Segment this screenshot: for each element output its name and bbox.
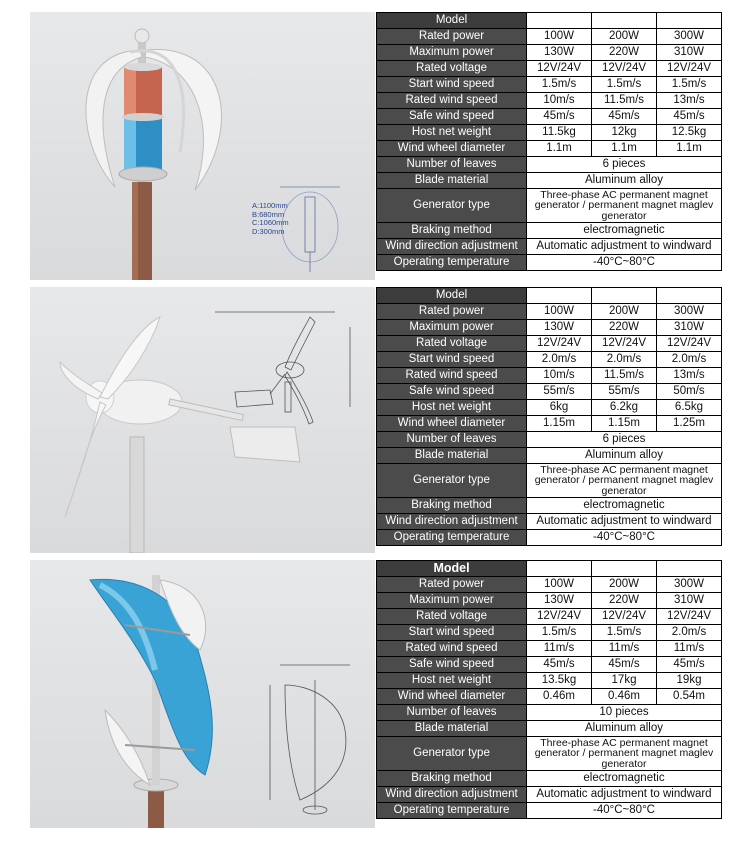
label-rated-power: Rated power	[377, 304, 527, 320]
rated-wind-value: 11m/s	[657, 641, 722, 657]
row-start-wind	[377, 625, 722, 641]
row-braking	[377, 498, 722, 514]
weight-value: 12kg	[592, 125, 657, 141]
weight-value: 6kg	[527, 400, 592, 416]
safe-wind-value: 45m/s	[657, 109, 722, 125]
row-direction	[377, 239, 722, 255]
row-braking	[377, 771, 722, 787]
generator-value: Three-phase AC permanent magnet generator / permanent magnet maglev generator	[527, 464, 722, 498]
safe-wind-value: 55m/s	[592, 384, 657, 400]
braking-value: electromagnetic	[527, 223, 722, 239]
product-image-maglev-turbine	[30, 12, 375, 280]
voltage-value: 12V/24V	[527, 61, 592, 77]
row-leaves	[377, 157, 722, 173]
safe-wind-value: 45m/s	[592, 109, 657, 125]
max-power-value: 310W	[657, 45, 722, 61]
label-safe-wind: Safe wind speed	[377, 657, 527, 673]
rated-power-value: 200W	[592, 304, 657, 320]
rated-wind-value: 11.5m/s	[592, 368, 657, 384]
row-rated-wind	[377, 93, 722, 109]
label-braking: Braking method	[377, 771, 527, 787]
label-rated-wind: Rated wind speed	[377, 641, 527, 657]
start-wind-value: 2.0m/s	[527, 352, 592, 368]
leaves-value: 6 pieces	[527, 157, 722, 173]
generator-value: Three-phase AC permanent magnet generator / permanent magnet maglev generator	[527, 737, 722, 771]
product-panel-1	[30, 12, 720, 280]
row-max-power	[377, 320, 722, 336]
max-power-value: 130W	[527, 320, 592, 336]
safe-wind-value: 55m/s	[527, 384, 592, 400]
max-power-value: 310W	[657, 593, 722, 609]
voltage-value: 12V/24V	[527, 336, 592, 352]
safe-wind-value: 45m/s	[657, 657, 722, 673]
temperature-value: -40°C~80°C	[527, 255, 722, 271]
rated-power-value: 300W	[657, 29, 722, 45]
row-start-wind	[377, 352, 722, 368]
diameter-value: 1.1m	[657, 141, 722, 157]
safe-wind-value: 45m/s	[527, 109, 592, 125]
blade-value: Aluminum alloy	[527, 173, 722, 189]
rated-power-value: 300W	[657, 304, 722, 320]
rated-wind-value: 11m/s	[527, 641, 592, 657]
label-weight: Host net weight	[377, 125, 527, 141]
dim-b: B:680mm	[252, 209, 285, 219]
row-rated-voltage	[377, 61, 722, 77]
row-max-power	[377, 593, 722, 609]
diameter-value: 0.46m	[592, 689, 657, 705]
row-generator	[377, 737, 722, 771]
dim-a: A:1100mm	[252, 201, 288, 210]
max-power-value: 130W	[527, 45, 592, 61]
start-wind-value: 2.0m/s	[657, 352, 722, 368]
row-direction	[377, 787, 722, 803]
start-wind-value: 1.5m/s	[657, 77, 722, 93]
weight-value: 11.5kg	[527, 125, 592, 141]
diameter-value: 1.15m	[592, 416, 657, 432]
rated-wind-value: 11m/s	[592, 641, 657, 657]
label-temperature: Operating temperature	[377, 255, 527, 271]
row-safe-wind	[377, 109, 722, 125]
generator-value: Three-phase AC permanent magnet generator / permanent magnet maglev generator	[527, 189, 722, 223]
row-diameter	[377, 689, 722, 705]
direction-value: Automatic adjustment to windward	[527, 787, 722, 803]
label-rated-wind: Rated wind speed	[377, 368, 527, 384]
row-diameter	[377, 141, 722, 157]
row-rated-wind	[377, 368, 722, 384]
label-diameter: Wind wheel diameter	[377, 141, 527, 157]
rated-power-value: 100W	[527, 577, 592, 593]
label-rated-power: Rated power	[377, 29, 527, 45]
label-blade: Blade material	[377, 448, 527, 464]
weight-value: 6.5kg	[657, 400, 722, 416]
dimension-drawing	[270, 665, 350, 814]
start-wind-value: 1.5m/s	[527, 77, 592, 93]
row-weight	[377, 125, 722, 141]
maglev-turbine-illustration	[30, 12, 375, 280]
diameter-value: 0.54m	[657, 689, 722, 705]
row-rated-voltage	[377, 336, 722, 352]
temperature-value: -40°C~80°C	[527, 530, 722, 546]
row-generator	[377, 189, 722, 223]
label-temperature: Operating temperature	[377, 803, 527, 819]
rated-power-value: 100W	[527, 29, 592, 45]
label-generator: Generator type	[377, 464, 527, 498]
label-weight: Host net weight	[377, 400, 527, 416]
rated-wind-value: 10m/s	[527, 93, 592, 109]
rated-power-value: 200W	[592, 577, 657, 593]
product-panel-2	[30, 287, 720, 553]
label-model: Model	[377, 13, 527, 29]
row-start-wind	[377, 77, 722, 93]
blade-value: Aluminum alloy	[527, 721, 722, 737]
label-model: Model	[377, 561, 527, 577]
label-start-wind: Start wind speed	[377, 625, 527, 641]
label-blade: Blade material	[377, 173, 527, 189]
row-model	[377, 288, 722, 304]
start-wind-value: 1.5m/s	[592, 625, 657, 641]
voltage-value: 12V/24V	[592, 61, 657, 77]
voltage-value: 12V/24V	[527, 609, 592, 625]
label-max-power: Maximum power	[377, 320, 527, 336]
diameter-value: 0.46m	[527, 689, 592, 705]
row-diameter	[377, 416, 722, 432]
label-leaves: Number of leaves	[377, 157, 527, 173]
max-power-value: 220W	[592, 593, 657, 609]
weight-value: 12.5kg	[657, 125, 722, 141]
label-direction: Wind direction adjustment	[377, 239, 527, 255]
braking-value: electromagnetic	[527, 771, 722, 787]
weight-value: 13.5kg	[527, 673, 592, 689]
label-rated-voltage: Rated voltage	[377, 61, 527, 77]
dim-d: D:300mm	[252, 226, 285, 236]
row-leaves	[377, 432, 722, 448]
weight-value: 17kg	[592, 673, 657, 689]
label-weight: Host net weight	[377, 673, 527, 689]
label-safe-wind: Safe wind speed	[377, 384, 527, 400]
max-power-value: 220W	[592, 45, 657, 61]
label-blade: Blade material	[377, 721, 527, 737]
diameter-value: 1.15m	[527, 416, 592, 432]
start-wind-value: 1.5m/s	[527, 625, 592, 641]
label-model: Model	[377, 288, 527, 304]
row-generator	[377, 464, 722, 498]
row-safe-wind	[377, 657, 722, 673]
row-rated-wind	[377, 641, 722, 657]
safe-wind-value: 50m/s	[657, 384, 722, 400]
leaves-value: 10 pieces	[527, 705, 722, 721]
row-blade	[377, 448, 722, 464]
voltage-value: 12V/24V	[592, 336, 657, 352]
rated-power-value: 100W	[527, 304, 592, 320]
row-rated-voltage	[377, 609, 722, 625]
spec-table-1	[376, 12, 722, 271]
label-braking: Braking method	[377, 223, 527, 239]
row-weight	[377, 673, 722, 689]
rated-power-value: 200W	[592, 29, 657, 45]
weight-value: 19kg	[657, 673, 722, 689]
direction-value: Automatic adjustment to windward	[527, 239, 722, 255]
row-blade	[377, 721, 722, 737]
label-direction: Wind direction adjustment	[377, 514, 527, 530]
label-leaves: Number of leaves	[377, 705, 527, 721]
blade-value: Aluminum alloy	[527, 448, 722, 464]
row-model	[377, 13, 722, 29]
start-wind-value: 2.0m/s	[592, 352, 657, 368]
voltage-value: 12V/24V	[657, 61, 722, 77]
max-power-value: 220W	[592, 320, 657, 336]
diameter-value: 1.25m	[657, 416, 722, 432]
spec-table-3	[376, 560, 722, 819]
label-safe-wind: Safe wind speed	[377, 109, 527, 125]
label-rated-voltage: Rated voltage	[377, 336, 527, 352]
label-rated-power: Rated power	[377, 577, 527, 593]
label-temperature: Operating temperature	[377, 530, 527, 546]
row-braking	[377, 223, 722, 239]
row-model	[377, 561, 722, 577]
row-blade	[377, 173, 722, 189]
start-wind-value: 2.0m/s	[657, 625, 722, 641]
helix-turbine-illustration	[30, 560, 375, 828]
label-braking: Braking method	[377, 498, 527, 514]
safe-wind-value: 45m/s	[527, 657, 592, 673]
braking-value: electromagnetic	[527, 498, 722, 514]
label-max-power: Maximum power	[377, 593, 527, 609]
product-image-helix-turbine	[30, 560, 375, 828]
rated-wind-value: 13m/s	[657, 93, 722, 109]
label-start-wind: Start wind speed	[377, 77, 527, 93]
label-diameter: Wind wheel diameter	[377, 689, 527, 705]
row-weight	[377, 400, 722, 416]
product-panel-3	[30, 560, 720, 828]
row-temperature	[377, 255, 722, 271]
label-generator: Generator type	[377, 189, 527, 223]
horizontal-turbine-illustration	[30, 287, 375, 553]
row-rated-power	[377, 29, 722, 45]
safe-wind-value: 45m/s	[592, 657, 657, 673]
weight-value: 6.2kg	[592, 400, 657, 416]
dimension-drawing	[215, 312, 350, 424]
rated-wind-value: 13m/s	[657, 368, 722, 384]
row-safe-wind	[377, 384, 722, 400]
row-max-power	[377, 45, 722, 61]
temperature-value: -40°C~80°C	[527, 803, 722, 819]
label-direction: Wind direction adjustment	[377, 787, 527, 803]
max-power-value: 310W	[657, 320, 722, 336]
rated-wind-value: 11.5m/s	[592, 93, 657, 109]
leaves-value: 6 pieces	[527, 432, 722, 448]
row-direction	[377, 514, 722, 530]
label-max-power: Maximum power	[377, 45, 527, 61]
dimension-labels	[252, 202, 289, 237]
start-wind-value: 1.5m/s	[592, 77, 657, 93]
row-leaves	[377, 705, 722, 721]
voltage-value: 12V/24V	[592, 609, 657, 625]
direction-value: Automatic adjustment to windward	[527, 514, 722, 530]
diameter-value: 1.1m	[592, 141, 657, 157]
dim-c: C:1060mm	[252, 218, 289, 228]
label-rated-voltage: Rated voltage	[377, 609, 527, 625]
row-temperature	[377, 803, 722, 819]
row-rated-power	[377, 577, 722, 593]
product-image-horizontal-turbine	[30, 287, 375, 553]
label-diameter: Wind wheel diameter	[377, 416, 527, 432]
label-start-wind: Start wind speed	[377, 352, 527, 368]
row-temperature	[377, 530, 722, 546]
label-leaves: Number of leaves	[377, 432, 527, 448]
rated-power-value: 300W	[657, 577, 722, 593]
dimension-drawing	[280, 187, 340, 272]
max-power-value: 130W	[527, 593, 592, 609]
label-rated-wind: Rated wind speed	[377, 93, 527, 109]
label-generator: Generator type	[377, 737, 527, 771]
diameter-value: 1.1m	[527, 141, 592, 157]
row-rated-power	[377, 304, 722, 320]
spec-table-2	[376, 287, 722, 546]
voltage-value: 12V/24V	[657, 609, 722, 625]
rated-wind-value: 10m/s	[527, 368, 592, 384]
voltage-value: 12V/24V	[657, 336, 722, 352]
